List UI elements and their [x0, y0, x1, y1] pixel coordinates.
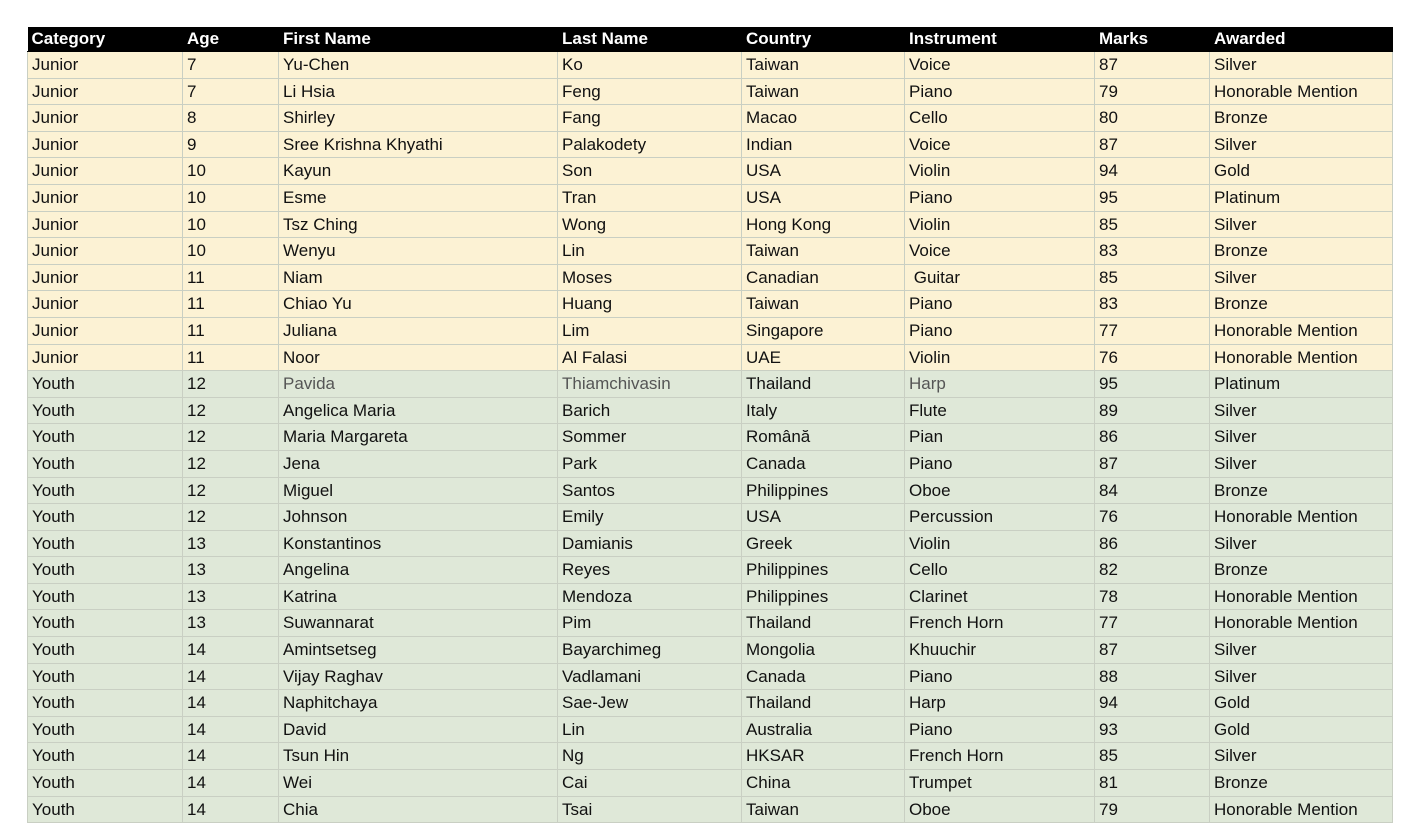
age-cell[interactable]: 10 — [183, 184, 279, 211]
last-name-cell[interactable]: Sae-Jew — [558, 690, 742, 717]
awarded-cell[interactable]: Silver — [1210, 424, 1393, 451]
table-row — [28, 317, 1393, 344]
column-header-awarded[interactable]: Awarded — [1210, 27, 1393, 52]
instrument-cell[interactable]: Voice — [905, 238, 1095, 265]
age-cell[interactable]: 11 — [183, 317, 279, 344]
first-name-cell[interactable]: Shirley — [279, 105, 558, 132]
first-name-cell[interactable]: Vijay Raghav — [279, 663, 558, 690]
awarded-cell[interactable]: Gold — [1210, 690, 1393, 717]
marks-cell[interactable]: 85 — [1095, 264, 1210, 291]
age-cell[interactable]: 12 — [183, 371, 279, 398]
country-cell[interactable]: Macao — [742, 105, 905, 132]
last-name-cell[interactable]: Barich — [558, 397, 742, 424]
age-cell[interactable]: 14 — [183, 690, 279, 717]
category-cell[interactable]: Junior — [28, 184, 183, 211]
awarded-cell[interactable]: Silver — [1210, 52, 1393, 79]
last-name-cell[interactable]: Sommer — [558, 424, 742, 451]
last-name-cell[interactable]: Lim — [558, 317, 742, 344]
table-row — [28, 424, 1393, 451]
awarded-cell[interactable]: Bronze — [1210, 291, 1393, 318]
country-cell[interactable]: USA — [742, 158, 905, 185]
country-cell[interactable]: Taiwan — [742, 796, 905, 823]
last-name-cell[interactable]: Lin — [558, 238, 742, 265]
instrument-cell[interactable]: Piano — [905, 291, 1095, 318]
marks-cell[interactable]: 87 — [1095, 450, 1210, 477]
age-cell[interactable]: 13 — [183, 610, 279, 637]
instrument-cell[interactable]: French Horn — [905, 743, 1095, 770]
awarded-cell[interactable]: Silver — [1210, 663, 1393, 690]
instrument-cell[interactable]: Voice — [905, 52, 1095, 79]
age-cell[interactable]: 11 — [183, 344, 279, 371]
country-cell[interactable]: USA — [742, 504, 905, 531]
last-name-cell[interactable]: Tran — [558, 184, 742, 211]
age-cell[interactable]: 14 — [183, 716, 279, 743]
country-cell[interactable]: Singapore — [742, 317, 905, 344]
category-cell[interactable]: Youth — [28, 770, 183, 797]
instrument-cell[interactable]: Guitar — [905, 264, 1095, 291]
first-name-cell[interactable]: Naphitchaya — [279, 690, 558, 717]
instrument-cell[interactable]: Piano — [905, 184, 1095, 211]
first-name-cell[interactable]: Li Hsia — [279, 78, 558, 105]
table-row — [28, 184, 1393, 211]
country-cell[interactable]: USA — [742, 184, 905, 211]
awarded-cell[interactable]: Silver — [1210, 637, 1393, 664]
instrument-cell[interactable]: Piano — [905, 450, 1095, 477]
awarded-cell[interactable]: Honorable Mention — [1210, 796, 1393, 823]
table-row — [28, 344, 1393, 371]
table-row — [28, 557, 1393, 584]
column-header-last-name[interactable]: Last Name — [558, 27, 742, 52]
category-cell[interactable]: Youth — [28, 743, 183, 770]
last-name-cell[interactable]: Lin — [558, 716, 742, 743]
last-name-cell[interactable]: Damianis — [558, 530, 742, 557]
first-name-cell[interactable]: Jena — [279, 450, 558, 477]
country-cell[interactable]: Thailand — [742, 690, 905, 717]
awarded-cell[interactable]: Bronze — [1210, 105, 1393, 132]
category-cell[interactable]: Junior — [28, 131, 183, 158]
last-name-cell[interactable]: Ko — [558, 52, 742, 79]
instrument-cell[interactable]: Cello — [905, 557, 1095, 584]
marks-cell[interactable]: 95 — [1095, 371, 1210, 398]
last-name-cell[interactable]: Moses — [558, 264, 742, 291]
category-cell[interactable]: Junior — [28, 317, 183, 344]
country-cell[interactable]: Taiwan — [742, 291, 905, 318]
last-name-cell[interactable]: Pim — [558, 610, 742, 637]
awarded-cell[interactable]: Silver — [1210, 450, 1393, 477]
category-cell[interactable]: Youth — [28, 450, 183, 477]
last-name-cell[interactable]: Son — [558, 158, 742, 185]
country-cell[interactable]: China — [742, 770, 905, 797]
category-cell[interactable]: Youth — [28, 371, 183, 398]
marks-cell[interactable]: 82 — [1095, 557, 1210, 584]
category-cell[interactable]: Junior — [28, 105, 183, 132]
first-name-cell[interactable]: David — [279, 716, 558, 743]
column-header-instrument[interactable]: Instrument — [905, 27, 1095, 52]
category-cell[interactable]: Youth — [28, 424, 183, 451]
country-cell[interactable]: Italy — [742, 397, 905, 424]
table-row — [28, 131, 1393, 158]
age-cell[interactable]: 8 — [183, 105, 279, 132]
marks-cell[interactable]: 94 — [1095, 690, 1210, 717]
instrument-cell[interactable]: Flute — [905, 397, 1095, 424]
category-cell[interactable]: Junior — [28, 238, 183, 265]
category-cell[interactable]: Youth — [28, 583, 183, 610]
age-cell[interactable]: 13 — [183, 583, 279, 610]
instrument-cell[interactable]: Violin — [905, 530, 1095, 557]
marks-cell[interactable]: 87 — [1095, 637, 1210, 664]
table-row — [28, 158, 1393, 185]
first-name-cell[interactable]: Maria Margareta — [279, 424, 558, 451]
table-row — [28, 583, 1393, 610]
category-cell[interactable]: Youth — [28, 690, 183, 717]
country-cell[interactable]: Indian — [742, 131, 905, 158]
table-row — [28, 796, 1393, 823]
country-cell[interactable]: Mongolia — [742, 637, 905, 664]
first-name-cell[interactable]: Katrina — [279, 583, 558, 610]
last-name-cell[interactable]: Santos — [558, 477, 742, 504]
first-name-cell[interactable]: Johnson — [279, 504, 558, 531]
category-cell[interactable]: Junior — [28, 78, 183, 105]
awarded-cell[interactable]: Honorable Mention — [1210, 78, 1393, 105]
category-cell[interactable]: Youth — [28, 557, 183, 584]
age-cell[interactable]: 12 — [183, 450, 279, 477]
instrument-cell[interactable]: Percussion — [905, 504, 1095, 531]
age-cell[interactable]: 14 — [183, 637, 279, 664]
table-row — [28, 637, 1393, 664]
age-cell[interactable]: 11 — [183, 264, 279, 291]
instrument-cell[interactable]: Voice — [905, 131, 1095, 158]
awarded-cell[interactable]: Honorable Mention — [1210, 583, 1393, 610]
marks-cell[interactable]: 77 — [1095, 610, 1210, 637]
table-row — [28, 291, 1393, 318]
instrument-cell[interactable]: Cello — [905, 105, 1095, 132]
table-row — [28, 238, 1393, 265]
table-row — [28, 397, 1393, 424]
last-name-cell[interactable]: Park — [558, 450, 742, 477]
category-cell[interactable]: Junior — [28, 211, 183, 238]
table-row — [28, 264, 1393, 291]
awarded-cell[interactable]: Silver — [1210, 397, 1393, 424]
category-cell[interactable]: Youth — [28, 637, 183, 664]
last-name-cell[interactable]: Emily — [558, 504, 742, 531]
marks-cell[interactable]: 93 — [1095, 716, 1210, 743]
marks-cell[interactable]: 83 — [1095, 238, 1210, 265]
country-cell[interactable]: Canada — [742, 450, 905, 477]
first-name-cell[interactable]: Chiao Yu — [279, 291, 558, 318]
country-cell[interactable]: Taiwan — [742, 52, 905, 79]
category-cell[interactable]: Youth — [28, 504, 183, 531]
table-body — [28, 52, 1393, 823]
awarded-cell[interactable]: Honorable Mention — [1210, 504, 1393, 531]
age-cell[interactable]: 14 — [183, 796, 279, 823]
last-name-cell[interactable]: Thiamchivasin — [558, 371, 742, 398]
instrument-cell[interactable]: Piano — [905, 78, 1095, 105]
country-cell[interactable]: Philippines — [742, 557, 905, 584]
awarded-cell[interactable]: Silver — [1210, 530, 1393, 557]
marks-cell[interactable]: 76 — [1095, 504, 1210, 531]
marks-cell[interactable]: 83 — [1095, 291, 1210, 318]
marks-cell[interactable]: 77 — [1095, 317, 1210, 344]
instrument-cell[interactable]: Pian — [905, 424, 1095, 451]
column-header-first-name[interactable]: First Name — [279, 27, 558, 52]
marks-cell[interactable]: 87 — [1095, 52, 1210, 79]
country-cell[interactable]: Greek — [742, 530, 905, 557]
marks-cell[interactable]: 85 — [1095, 211, 1210, 238]
first-name-cell[interactable]: Yu-Chen — [279, 52, 558, 79]
last-name-cell[interactable]: Tsai — [558, 796, 742, 823]
country-cell[interactable]: Taiwan — [742, 78, 905, 105]
country-cell[interactable]: Thailand — [742, 610, 905, 637]
first-name-cell[interactable]: Angelica Maria — [279, 397, 558, 424]
age-cell[interactable]: 7 — [183, 52, 279, 79]
last-name-cell[interactable]: Al Falasi — [558, 344, 742, 371]
last-name-cell[interactable]: Fang — [558, 105, 742, 132]
awarded-cell[interactable]: Gold — [1210, 716, 1393, 743]
results-table — [27, 27, 1393, 823]
age-cell[interactable]: 11 — [183, 291, 279, 318]
category-cell[interactable]: Junior — [28, 264, 183, 291]
instrument-cell[interactable]: French Horn — [905, 610, 1095, 637]
results-spreadsheet — [27, 27, 1392, 823]
table-row — [28, 690, 1393, 717]
marks-cell[interactable]: 78 — [1095, 583, 1210, 610]
marks-cell[interactable]: 84 — [1095, 477, 1210, 504]
category-cell[interactable]: Youth — [28, 397, 183, 424]
instrument-cell[interactable]: Oboe — [905, 796, 1095, 823]
table-row — [28, 610, 1393, 637]
last-name-cell[interactable]: Ng — [558, 743, 742, 770]
category-cell[interactable]: Youth — [28, 663, 183, 690]
column-header-marks[interactable]: Marks — [1095, 27, 1210, 52]
marks-cell[interactable]: 81 — [1095, 770, 1210, 797]
table-row — [28, 52, 1393, 79]
age-cell[interactable]: 9 — [183, 131, 279, 158]
first-name-cell[interactable]: Miguel — [279, 477, 558, 504]
instrument-cell[interactable]: Harp — [905, 690, 1095, 717]
age-cell[interactable]: 10 — [183, 211, 279, 238]
awarded-cell[interactable]: Silver — [1210, 743, 1393, 770]
table-row — [28, 530, 1393, 557]
table-row — [28, 105, 1393, 132]
age-cell[interactable]: 12 — [183, 397, 279, 424]
country-cell[interactable]: Canada — [742, 663, 905, 690]
first-name-cell[interactable]: Noor — [279, 344, 558, 371]
last-name-cell[interactable]: Feng — [558, 78, 742, 105]
first-name-cell[interactable]: Niam — [279, 264, 558, 291]
instrument-cell[interactable]: Oboe — [905, 477, 1095, 504]
first-name-cell[interactable]: Wei — [279, 770, 558, 797]
awarded-cell[interactable]: Bronze — [1210, 770, 1393, 797]
first-name-cell[interactable]: Konstantinos — [279, 530, 558, 557]
awarded-cell[interactable]: Platinum — [1210, 184, 1393, 211]
awarded-cell[interactable]: Honorable Mention — [1210, 610, 1393, 637]
category-cell[interactable]: Youth — [28, 716, 183, 743]
instrument-cell[interactable]: Khuuchir — [905, 637, 1095, 664]
last-name-cell[interactable]: Reyes — [558, 557, 742, 584]
awarded-cell[interactable]: Platinum — [1210, 371, 1393, 398]
header-row — [28, 27, 1393, 52]
marks-cell[interactable]: 79 — [1095, 796, 1210, 823]
first-name-cell[interactable]: Kayun — [279, 158, 558, 185]
table-row — [28, 211, 1393, 238]
awarded-cell[interactable]: Bronze — [1210, 557, 1393, 584]
table-row — [28, 716, 1393, 743]
first-name-cell[interactable]: Esme — [279, 184, 558, 211]
age-cell[interactable]: 12 — [183, 477, 279, 504]
awarded-cell[interactable]: Honorable Mention — [1210, 317, 1393, 344]
instrument-cell[interactable]: Piano — [905, 317, 1095, 344]
instrument-cell[interactable]: Harp — [905, 371, 1095, 398]
category-cell[interactable]: Youth — [28, 610, 183, 637]
instrument-cell[interactable]: Piano — [905, 663, 1095, 690]
category-cell[interactable]: Youth — [28, 477, 183, 504]
marks-cell[interactable]: 95 — [1095, 184, 1210, 211]
first-name-cell[interactable]: Chia — [279, 796, 558, 823]
age-cell[interactable]: 12 — [183, 504, 279, 531]
awarded-cell[interactable]: Silver — [1210, 211, 1393, 238]
table-row — [28, 663, 1393, 690]
category-cell[interactable]: Junior — [28, 291, 183, 318]
table-row — [28, 450, 1393, 477]
age-cell[interactable]: 13 — [183, 557, 279, 584]
category-cell[interactable]: Junior — [28, 52, 183, 79]
country-cell[interactable]: Philippines — [742, 477, 905, 504]
age-cell[interactable]: 14 — [183, 743, 279, 770]
marks-cell[interactable]: 86 — [1095, 424, 1210, 451]
table-row — [28, 477, 1393, 504]
first-name-cell[interactable]: Wenyu — [279, 238, 558, 265]
country-cell[interactable]: Taiwan — [742, 238, 905, 265]
first-name-cell[interactable]: Juliana — [279, 317, 558, 344]
country-cell[interactable]: Canadian — [742, 264, 905, 291]
instrument-cell[interactable]: Piano — [905, 716, 1095, 743]
column-header-country[interactable]: Country — [742, 27, 905, 52]
country-cell[interactable]: HKSAR — [742, 743, 905, 770]
marks-cell[interactable]: 79 — [1095, 78, 1210, 105]
first-name-cell[interactable]: Pavida — [279, 371, 558, 398]
country-cell[interactable]: Hong Kong — [742, 211, 905, 238]
age-cell[interactable]: 14 — [183, 770, 279, 797]
category-cell[interactable]: Youth — [28, 530, 183, 557]
last-name-cell[interactable]: Wong — [558, 211, 742, 238]
instrument-cell[interactable]: Violin — [905, 211, 1095, 238]
awarded-cell[interactable]: Bronze — [1210, 238, 1393, 265]
first-name-cell[interactable]: Suwannarat — [279, 610, 558, 637]
instrument-cell[interactable]: Trumpet — [905, 770, 1095, 797]
country-cell[interactable]: UAE — [742, 344, 905, 371]
column-header-category[interactable]: Category — [28, 27, 183, 52]
last-name-cell[interactable]: Bayarchimeg — [558, 637, 742, 664]
age-cell[interactable]: 13 — [183, 530, 279, 557]
instrument-cell[interactable]: Clarinet — [905, 583, 1095, 610]
first-name-cell[interactable]: Tsun Hin — [279, 743, 558, 770]
country-cell[interactable]: Română — [742, 424, 905, 451]
table-row — [28, 504, 1393, 531]
last-name-cell[interactable]: Cai — [558, 770, 742, 797]
table-row — [28, 371, 1393, 398]
marks-cell[interactable]: 86 — [1095, 530, 1210, 557]
awarded-cell[interactable]: Gold — [1210, 158, 1393, 185]
country-cell[interactable]: Philippines — [742, 583, 905, 610]
awarded-cell[interactable]: Bronze — [1210, 477, 1393, 504]
awarded-cell[interactable]: Silver — [1210, 264, 1393, 291]
category-cell[interactable]: Junior — [28, 158, 183, 185]
age-cell[interactable]: 12 — [183, 424, 279, 451]
last-name-cell[interactable]: Huang — [558, 291, 742, 318]
age-cell[interactable]: 10 — [183, 158, 279, 185]
country-cell[interactable]: Thailand — [742, 371, 905, 398]
awarded-cell[interactable]: Honorable Mention — [1210, 344, 1393, 371]
column-header-age[interactable]: Age — [183, 27, 279, 52]
last-name-cell[interactable]: Mendoza — [558, 583, 742, 610]
marks-cell[interactable]: 80 — [1095, 105, 1210, 132]
age-cell[interactable]: 14 — [183, 663, 279, 690]
marks-cell[interactable]: 85 — [1095, 743, 1210, 770]
first-name-cell[interactable]: Sree Krishna Khyathi — [279, 131, 558, 158]
category-cell[interactable]: Youth — [28, 796, 183, 823]
first-name-cell[interactable]: Amintsetseg — [279, 637, 558, 664]
table-row — [28, 770, 1393, 797]
first-name-cell[interactable]: Angelina — [279, 557, 558, 584]
table-row — [28, 78, 1393, 105]
last-name-cell[interactable]: Palakodety — [558, 131, 742, 158]
table-row — [28, 743, 1393, 770]
marks-cell[interactable]: 88 — [1095, 663, 1210, 690]
category-cell[interactable]: Junior — [28, 344, 183, 371]
country-cell[interactable]: Australia — [742, 716, 905, 743]
instrument-cell[interactable]: Violin — [905, 158, 1095, 185]
last-name-cell[interactable]: Vadlamani — [558, 663, 742, 690]
marks-cell[interactable]: 87 — [1095, 131, 1210, 158]
age-cell[interactable]: 7 — [183, 78, 279, 105]
instrument-cell[interactable]: Violin — [905, 344, 1095, 371]
awarded-cell[interactable]: Silver — [1210, 131, 1393, 158]
marks-cell[interactable]: 94 — [1095, 158, 1210, 185]
marks-cell[interactable]: 76 — [1095, 344, 1210, 371]
age-cell[interactable]: 10 — [183, 238, 279, 265]
first-name-cell[interactable]: Tsz Ching — [279, 211, 558, 238]
marks-cell[interactable]: 89 — [1095, 397, 1210, 424]
